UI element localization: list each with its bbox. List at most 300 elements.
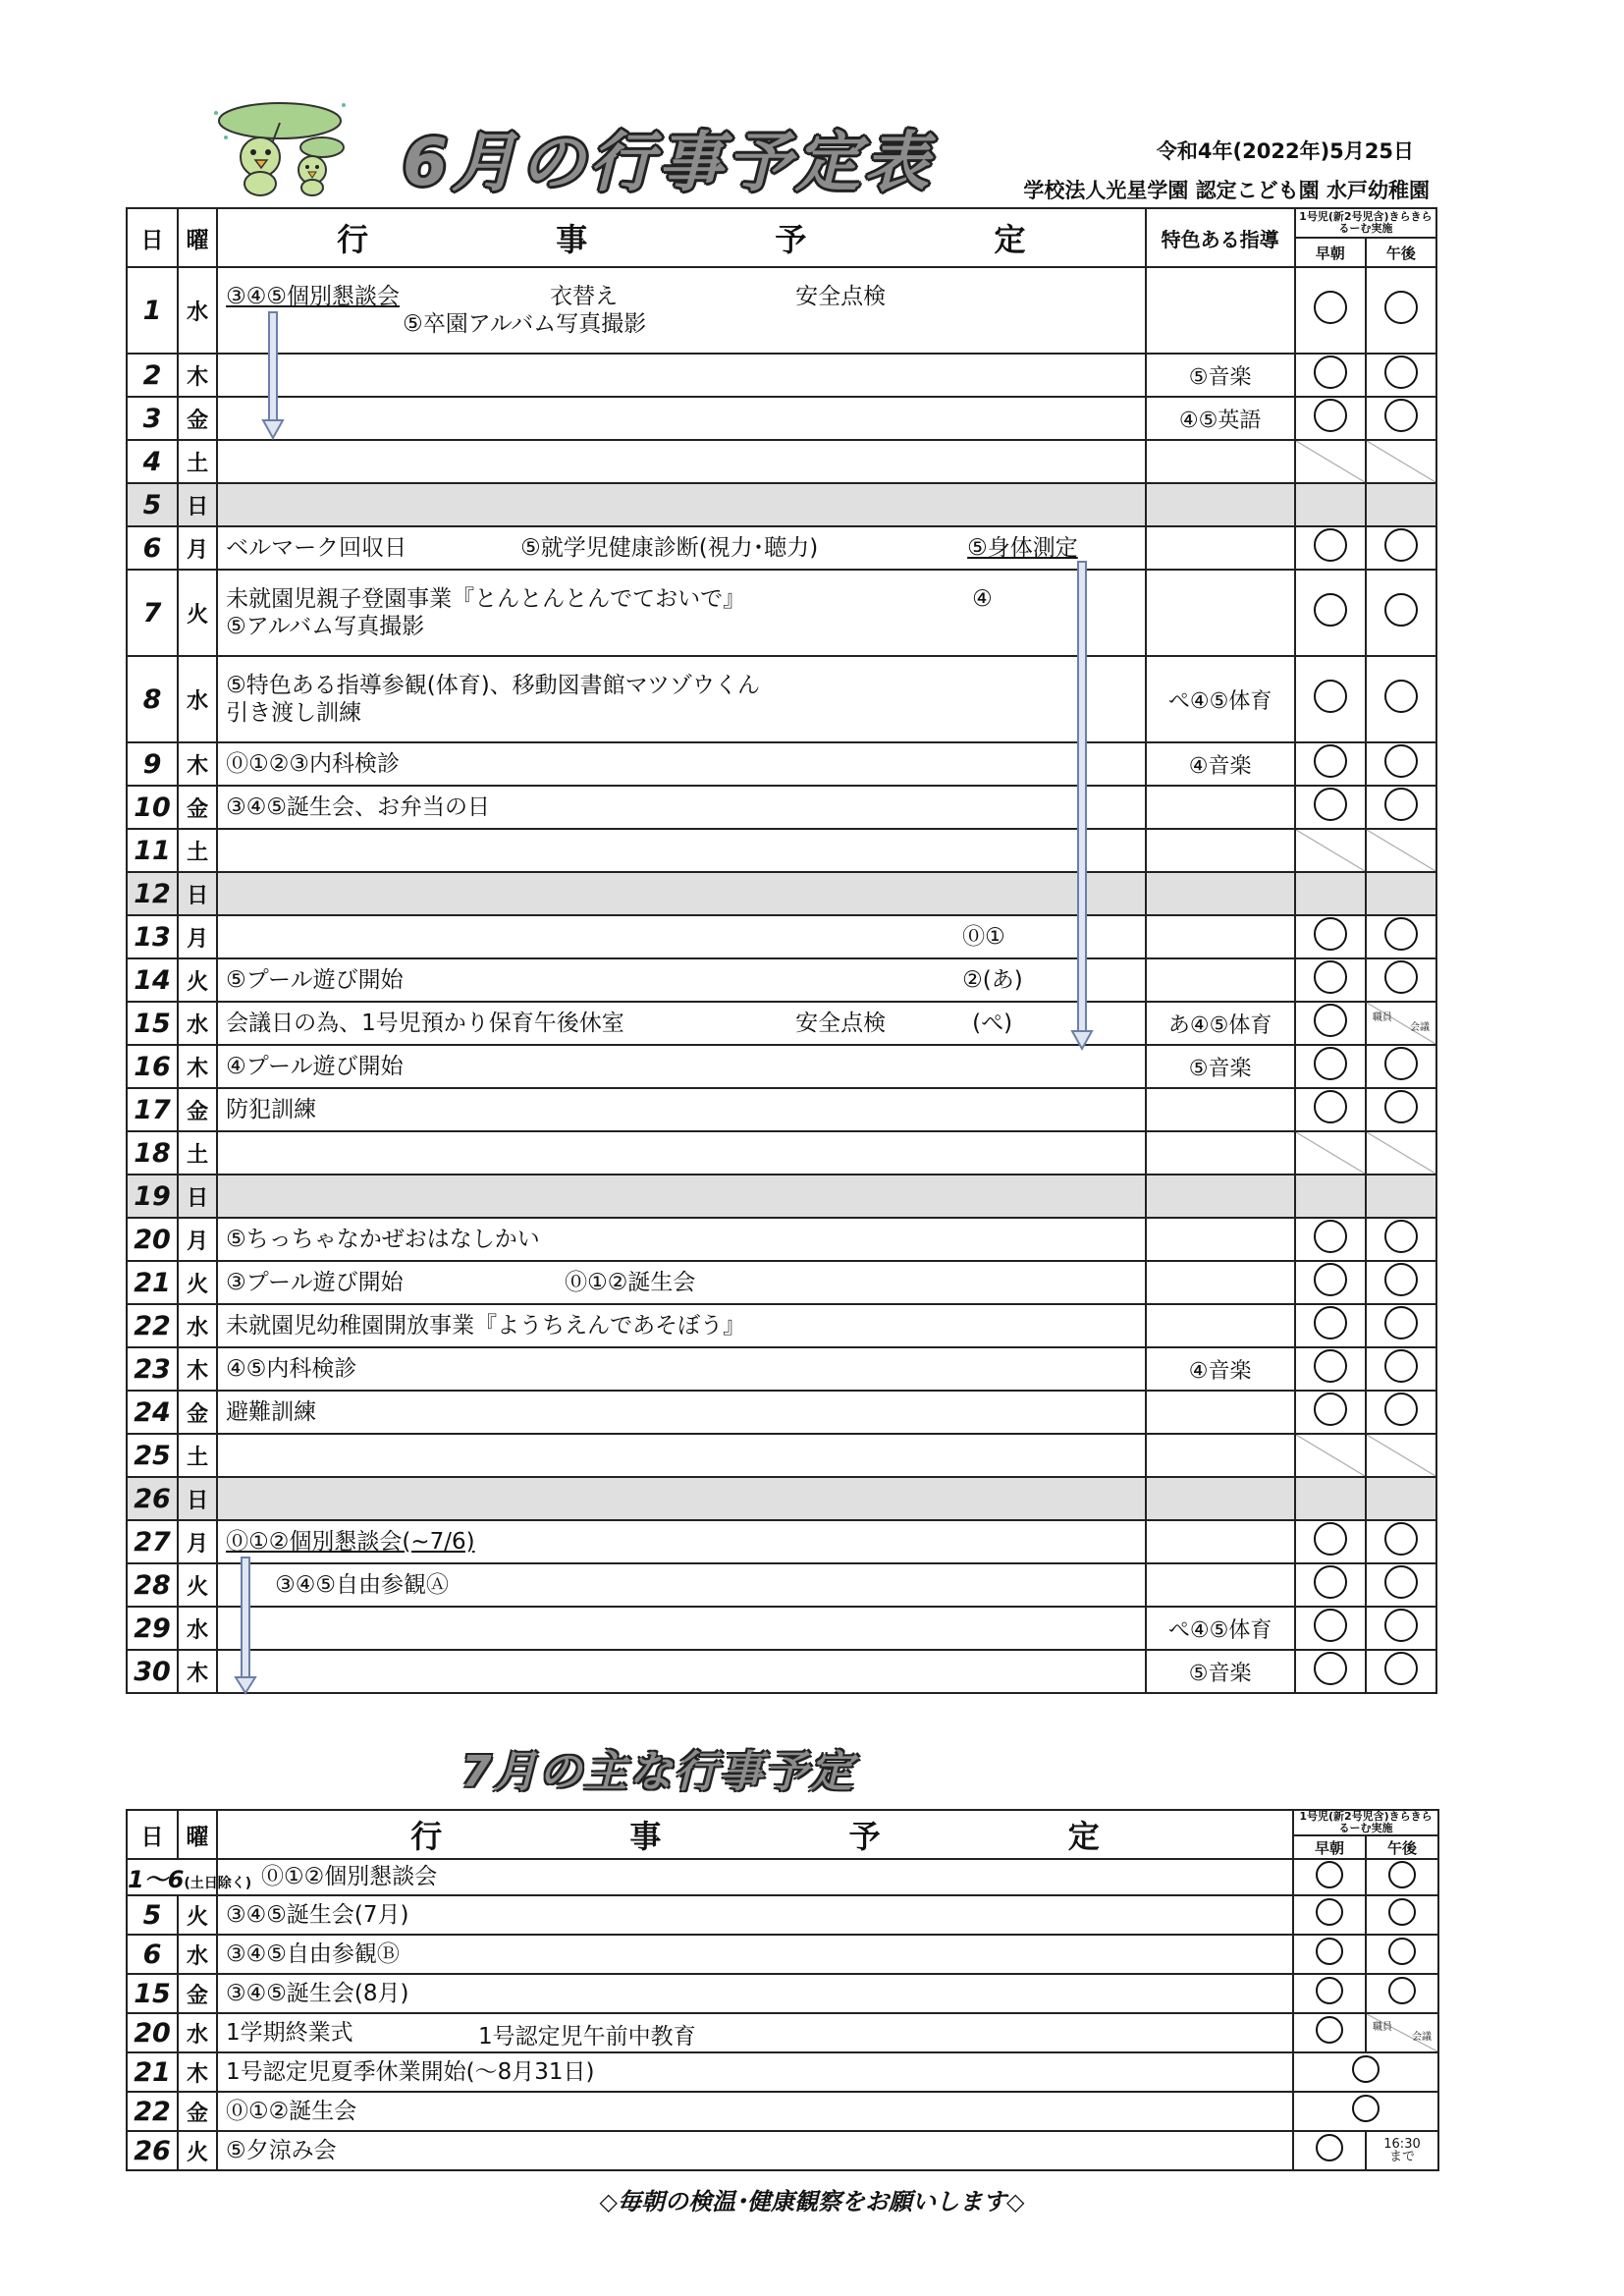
- morning-cell: [1293, 2013, 1366, 2052]
- afternoon-cell: [1366, 1563, 1436, 1607]
- events-cell: [217, 267, 1145, 354]
- special-cell: [1146, 440, 1295, 483]
- table-row: [127, 915, 1436, 958]
- day-cell: 14: [127, 958, 178, 1002]
- attendance-circle-icon: [1316, 2134, 1343, 2161]
- event-text: ⑤身体測定: [967, 535, 1078, 561]
- events-cell: [217, 1131, 1145, 1175]
- event-text: ⓪①②個別懇談会: [261, 1864, 438, 1890]
- day-cell: 6: [127, 1935, 178, 1974]
- event-line: [226, 750, 1144, 778]
- events-cell: [217, 1895, 1293, 1935]
- day-range-note: (土日除く): [184, 1876, 252, 1892]
- attendance-circle-icon: [1314, 1652, 1347, 1685]
- event-text: ⓪①②個別懇談会(~7/6): [226, 1529, 475, 1555]
- event-line: [226, 699, 1144, 727]
- event-line: [226, 1355, 1144, 1383]
- event-text: ③④⑤個別懇談会: [226, 284, 400, 309]
- attendance-circle-icon: [1352, 2095, 1380, 2122]
- attendance-circle-icon: [1314, 1263, 1347, 1296]
- table-row: [127, 1895, 1438, 1935]
- special-cell: [1146, 1175, 1295, 1218]
- attendance-circle-icon: [1314, 1522, 1347, 1556]
- staff-note-line: 職員: [1373, 2022, 1392, 2034]
- attendance-circle-icon: [1384, 1609, 1418, 1642]
- morning-cell: [1295, 1650, 1366, 1693]
- special-cell: ぺ④⑤体育: [1146, 1607, 1295, 1650]
- table-row: [127, 397, 1436, 440]
- afternoon-cell: [1366, 1434, 1436, 1477]
- special-cell: [1146, 526, 1295, 570]
- morning-cell: [1295, 1520, 1366, 1563]
- day-cell: 24: [127, 1391, 178, 1434]
- event-text: ⑤プール遊び開始: [226, 967, 404, 993]
- special-cell: [1146, 570, 1295, 656]
- weekday-cell: 木: [178, 2052, 217, 2092]
- table-row: [127, 1304, 1436, 1347]
- event-line: [403, 310, 1144, 338]
- weekday-cell: 金: [178, 1391, 217, 1434]
- morning-cell: [1293, 1895, 1366, 1935]
- events-cell: [217, 1002, 1145, 1045]
- staff-meeting-note: [1367, 2023, 1437, 2043]
- afternoon-cell: [1366, 1895, 1438, 1935]
- special-cell: あ④⑤体育: [1146, 1002, 1295, 1045]
- events-cell: [217, 570, 1145, 656]
- morning-cell: [1295, 1088, 1366, 1131]
- events-cell: [217, 742, 1145, 786]
- table-row: [127, 1434, 1436, 1477]
- table-row: [127, 1477, 1436, 1520]
- special-cell: [1146, 1391, 1295, 1434]
- attendance-circle-icon: [1384, 1263, 1418, 1296]
- attendance-circle-icon: [1384, 355, 1418, 389]
- weekday-cell: 月: [178, 1520, 217, 1563]
- day-cell: 13: [127, 915, 178, 958]
- morning-cell: [1295, 829, 1366, 872]
- event-text: ⓪①②誕生会: [226, 2098, 357, 2124]
- june-schedule-table: [126, 207, 1437, 1694]
- table-row: [127, 1347, 1436, 1391]
- attendance-circle-icon: [1384, 917, 1418, 951]
- event-text: ⑤ちっちゃなかぜおはなしかい: [226, 1227, 540, 1252]
- attendance-circle-icon: [1314, 1047, 1347, 1080]
- day-cell: 23: [127, 1347, 178, 1391]
- event-text: ④プール遊び開始: [226, 1054, 404, 1079]
- attendance-circle-icon: [1384, 744, 1418, 778]
- july-header-care: 1号児(新2号児含)きらきらるーむ実施: [1293, 1810, 1438, 1835]
- day-cell: 18: [127, 1131, 178, 1175]
- header-dow: 曜: [178, 208, 217, 267]
- weekday-cell: 日: [178, 1477, 217, 1520]
- attendance-circle-icon: [1384, 1522, 1418, 1556]
- morning-cell: [1295, 1563, 1366, 1607]
- july-header-morning: 早朝: [1293, 1835, 1366, 1859]
- day-cell: 6: [127, 526, 178, 570]
- attendance-circle-icon: [1388, 1898, 1416, 1926]
- attendance-circle-icon: [1314, 1609, 1347, 1642]
- day-cell: 11: [127, 829, 178, 872]
- day-cell: 26: [127, 1477, 178, 1520]
- special-cell: [1146, 829, 1295, 872]
- morning-cell: [1295, 1477, 1366, 1520]
- attendance-circle-icon: [1314, 1393, 1347, 1426]
- attendance-circle-icon: [1314, 291, 1347, 324]
- attendance-circle-icon: [1314, 399, 1347, 432]
- attendance-circle-icon: [1314, 593, 1347, 627]
- afternoon-cell: [1366, 1002, 1436, 1045]
- afternoon-cell: [1366, 1218, 1436, 1261]
- day-range: 1～6: [128, 1866, 185, 1894]
- afternoon-cell: [1366, 1477, 1436, 1520]
- special-cell: [1146, 483, 1295, 526]
- special-cell: ④音楽: [1146, 1347, 1295, 1391]
- special-cell: [1146, 1088, 1295, 1131]
- table-row: [127, 656, 1436, 742]
- table-row: [127, 1650, 1436, 1693]
- event-line: [226, 923, 1144, 951]
- attendance-circle-icon: [1352, 2055, 1380, 2083]
- attendance-circle-icon: [1388, 1977, 1416, 2004]
- events-cell: [217, 1045, 1145, 1088]
- day-cell: 20: [127, 1218, 178, 1261]
- morning-cell: [1295, 397, 1366, 440]
- event-text: 1号認定児夏季休業開始(～8月31日): [226, 2058, 595, 2085]
- special-cell: ⑤音楽: [1146, 354, 1295, 397]
- special-cell: [1146, 1304, 1295, 1347]
- table-row: [127, 742, 1436, 786]
- table-row: [127, 1520, 1436, 1563]
- morning-cell: [1295, 872, 1366, 915]
- table-row: [127, 1974, 1438, 2013]
- events-cell: [217, 1304, 1145, 1347]
- event-text: ⓪①②誕生会: [565, 1270, 696, 1295]
- weekday-cell: 水: [178, 267, 217, 354]
- weekday-cell: 火: [178, 570, 217, 656]
- event-line: [226, 966, 1144, 994]
- events-cell: [217, 354, 1145, 397]
- special-cell: ⑤音楽: [1146, 1045, 1295, 1088]
- events-cell: [217, 1218, 1145, 1261]
- events-cell: [217, 2052, 1293, 2092]
- events-cell: [217, 656, 1145, 742]
- day-cell: 1: [127, 267, 178, 354]
- weekday-cell: 木: [178, 1045, 217, 1088]
- header-morning: 早朝: [1295, 238, 1366, 267]
- attendance-circle-icon: [1384, 291, 1418, 324]
- weekday-cell: 土: [178, 440, 217, 483]
- table-row: [127, 1175, 1436, 1218]
- morning-cell: [1295, 915, 1366, 958]
- weekday-cell: 水: [178, 1935, 217, 1974]
- day-cell: 21: [127, 2052, 178, 2092]
- care-merged-cell: [1293, 2092, 1438, 2131]
- table-row: [127, 1563, 1436, 1607]
- afternoon-cell: [1366, 1175, 1436, 1218]
- attendance-circle-icon: [1314, 680, 1347, 713]
- special-cell: ④音楽: [1146, 742, 1295, 786]
- event-text: ⑤卒園アルバム写真撮影: [403, 311, 647, 337]
- event-text: ⑤就学児健康診断(視力･聴力): [520, 535, 819, 561]
- events-cell: [217, 1859, 1293, 1895]
- staff-note-line: 職員: [1372, 1012, 1392, 1023]
- weekday-cell: 水: [178, 656, 217, 742]
- special-cell: [1146, 1131, 1295, 1175]
- table-row: [127, 1131, 1436, 1175]
- attendance-circle-icon: [1314, 355, 1347, 389]
- event-text: ④: [972, 586, 993, 612]
- table-row: [127, 1002, 1436, 1045]
- events-cell: [217, 397, 1145, 440]
- attendance-circle-icon: [1314, 960, 1347, 994]
- table-row: [127, 354, 1436, 397]
- july-header-dow: 曜: [178, 1810, 217, 1859]
- event-line: [226, 1010, 1144, 1037]
- morning-cell: [1293, 1859, 1366, 1895]
- event-text: ⑤特色ある指導参観(体育)、移動図書館マツゾウくん: [226, 673, 760, 698]
- morning-cell: [1295, 440, 1366, 483]
- afternoon-cell: [1366, 1131, 1436, 1175]
- footer-note: ◇毎朝の検温･健康観察をお願いします◇: [599, 2188, 1025, 2215]
- day-cell: 17: [127, 1088, 178, 1131]
- attendance-circle-icon: [1384, 593, 1418, 627]
- header-special: 特色ある指導: [1146, 208, 1295, 267]
- events-cell: [217, 1391, 1145, 1434]
- attendance-circle-icon: [1384, 1047, 1418, 1080]
- issue-date: 令和4年(2022年)5月25日: [1156, 139, 1414, 163]
- weekday-cell: 金: [178, 1088, 217, 1131]
- morning-cell: [1295, 1391, 1366, 1434]
- afternoon-cell: [1366, 786, 1436, 829]
- header-day: 日: [127, 208, 178, 267]
- morning-cell: [1293, 1935, 1366, 1974]
- table-row: [127, 526, 1436, 570]
- mascot-illustration: [206, 93, 353, 196]
- july-title: 7月の主な行事予定: [461, 1747, 855, 1797]
- weekday-cell: 月: [178, 1218, 217, 1261]
- afternoon-cell: [1366, 872, 1436, 915]
- event-text: 1号認定児午前中教育: [478, 2024, 696, 2050]
- attendance-circle-icon: [1314, 1220, 1347, 1253]
- attendance-circle-icon: [1316, 1898, 1343, 1926]
- weekday-cell: 金: [178, 786, 217, 829]
- morning-cell: [1295, 786, 1366, 829]
- attendance-circle-icon: [1384, 960, 1418, 994]
- morning-cell: [1295, 1434, 1366, 1477]
- special-cell: [1146, 267, 1295, 354]
- events-cell: [217, 483, 1145, 526]
- event-text: ③④⑤自由参観Ⓐ: [275, 1572, 449, 1598]
- events-cell: [217, 1563, 1145, 1607]
- afternoon-cell: [1366, 1045, 1436, 1088]
- events-cell: [217, 786, 1145, 829]
- morning-cell: [1293, 1974, 1366, 2013]
- event-text: 衣替え: [550, 284, 619, 309]
- special-cell: [1146, 786, 1295, 829]
- day-cell: 25: [127, 1434, 178, 1477]
- day-cell: 2: [127, 354, 178, 397]
- afternoon-cell: [1366, 1974, 1438, 2013]
- header-afternoon: 午後: [1366, 238, 1436, 267]
- event-text: ③④⑤誕生会(8月): [226, 1980, 409, 2006]
- events-cell: [217, 872, 1145, 915]
- weekday-cell: 水: [178, 1607, 217, 1650]
- special-cell: [1146, 1261, 1295, 1304]
- event-text: 1学期終業式: [226, 2019, 353, 2046]
- afternoon-cell: [1366, 742, 1436, 786]
- attendance-circle-icon: [1384, 399, 1418, 432]
- attendance-circle-icon: [1384, 1220, 1418, 1253]
- event-text: ③④⑤誕生会(7月): [226, 1901, 409, 1928]
- table-row: [127, 1859, 1438, 1895]
- weekday-cell: 金: [178, 397, 217, 440]
- afternoon-cell: [1366, 2131, 1438, 2170]
- weekday-cell: 月: [178, 526, 217, 570]
- events-cell: [217, 1650, 1145, 1693]
- day-cell: 16: [127, 1045, 178, 1088]
- events-cell: [217, 2092, 1293, 2131]
- care-merged-cell: [1293, 2052, 1438, 2092]
- event-line: [226, 1571, 1144, 1599]
- day-cell: 15: [127, 1002, 178, 1045]
- events-cell: [217, 1434, 1145, 1477]
- attendance-circle-icon: [1314, 1004, 1347, 1037]
- afternoon-cell: [1366, 1088, 1436, 1131]
- event-text: 防犯訓練: [226, 1097, 317, 1122]
- event-line: [226, 1096, 1144, 1123]
- event-text: 会議日の為、1号児預かり保育午後休室: [226, 1011, 624, 1036]
- table-row: [127, 483, 1436, 526]
- attendance-circle-icon: [1388, 1938, 1416, 1965]
- morning-cell: [1295, 958, 1366, 1002]
- table-row: [127, 2092, 1438, 2131]
- day-cell: 10: [127, 786, 178, 829]
- attendance-circle-icon: [1314, 1349, 1347, 1383]
- day-cell: 8: [127, 656, 178, 742]
- weekday-cell: 木: [178, 1650, 217, 1693]
- attendance-circle-icon: [1316, 1977, 1343, 2004]
- day-cell: 7: [127, 570, 178, 656]
- afternoon-cell: [1366, 1261, 1436, 1304]
- afternoon-cell: [1366, 2013, 1438, 2052]
- special-cell: [1146, 872, 1295, 915]
- table-row: [127, 2052, 1438, 2092]
- weekday-cell: 金: [178, 2092, 217, 2131]
- day-cell: 5: [127, 483, 178, 526]
- attendance-circle-icon: [1316, 1938, 1343, 1965]
- attendance-circle-icon: [1314, 1306, 1347, 1339]
- event-text: ⓪①②③内科検診: [226, 751, 400, 777]
- event-text: 避難訓練: [226, 1399, 317, 1425]
- event-line: [226, 1528, 1144, 1556]
- table-row: [127, 958, 1436, 1002]
- weekday-cell: 木: [178, 354, 217, 397]
- events-cell: [217, 958, 1145, 1002]
- event-line: [226, 534, 1144, 562]
- table-row: [127, 872, 1436, 915]
- table-row: [127, 1261, 1436, 1304]
- day-cell: 20: [127, 2013, 178, 2052]
- until-note: [1367, 2138, 1437, 2164]
- special-cell: [1146, 1218, 1295, 1261]
- events-cell: [217, 1935, 1293, 1974]
- morning-cell: [1295, 526, 1366, 570]
- events-cell: [217, 2131, 1293, 2170]
- event-text: ⓪①: [962, 924, 1005, 950]
- event-text: ②(あ): [962, 967, 1023, 993]
- table-row: [127, 1607, 1436, 1650]
- weekday-cell: 金: [178, 1974, 217, 2013]
- afternoon-cell: [1366, 1935, 1438, 1974]
- afternoon-cell: [1366, 483, 1436, 526]
- attendance-circle-icon: [1384, 1565, 1418, 1599]
- weekday-cell: 日: [178, 872, 217, 915]
- weekday-cell: 火: [178, 1895, 217, 1935]
- afternoon-cell: [1366, 1520, 1436, 1563]
- morning-cell: [1295, 1218, 1366, 1261]
- morning-cell: [1295, 570, 1366, 656]
- special-cell: ④⑤英語: [1146, 397, 1295, 440]
- event-text: 安全点検: [795, 1011, 887, 1036]
- event-line: [226, 1053, 1144, 1080]
- morning-cell: [1295, 1045, 1366, 1088]
- table-row: [127, 1218, 1436, 1261]
- july-header-afternoon: 午後: [1366, 1835, 1438, 1859]
- attendance-circle-icon: [1314, 528, 1347, 562]
- day-cell: 9: [127, 742, 178, 786]
- afternoon-cell: [1366, 440, 1436, 483]
- table-row: [127, 1045, 1436, 1088]
- day-cell: 30: [127, 1650, 178, 1693]
- event-line: [226, 585, 1144, 613]
- day-cell: 19: [127, 1175, 178, 1218]
- july-header-day: 日: [127, 1810, 178, 1859]
- event-text: 未就園児親子登園事業『とんとんとんでておいで』: [226, 586, 746, 612]
- weekday-cell: 日: [178, 483, 217, 526]
- event-line: [226, 613, 1144, 640]
- afternoon-cell: [1366, 267, 1436, 354]
- special-cell: ぺ④⑤体育: [1146, 656, 1295, 742]
- morning-cell: [1295, 656, 1366, 742]
- day-cell: 28: [127, 1563, 178, 1607]
- events-cell: [217, 1175, 1145, 1218]
- morning-cell: [1295, 483, 1366, 526]
- afternoon-cell: [1366, 1347, 1436, 1391]
- day-cell: 21: [127, 1261, 178, 1304]
- attendance-circle-icon: [1314, 788, 1347, 821]
- morning-cell: [1295, 1607, 1366, 1650]
- morning-cell: [1295, 1304, 1366, 1347]
- afternoon-cell: [1366, 656, 1436, 742]
- header-care: 1号児(新2号児含)きらきらるーむ実施: [1295, 208, 1436, 238]
- attendance-circle-icon: [1314, 1090, 1347, 1123]
- morning-cell: [1295, 267, 1366, 354]
- event-text: ③④⑤自由参観Ⓑ: [226, 1941, 400, 1967]
- weekday-cell: 木: [178, 742, 217, 786]
- events-cell: [217, 2013, 1293, 2052]
- table-row: [127, 570, 1436, 656]
- attendance-circle-icon: [1388, 1861, 1416, 1888]
- morning-cell: [1295, 1347, 1366, 1391]
- table-row: [127, 267, 1436, 354]
- day-cell: 27: [127, 1520, 178, 1563]
- event-line: [226, 793, 1144, 821]
- table-row: [127, 2131, 1438, 2170]
- attendance-circle-icon: [1384, 1349, 1418, 1383]
- attendance-circle-icon: [1384, 528, 1418, 562]
- staff-note-line: 会議: [1412, 2032, 1432, 2044]
- afternoon-cell: [1366, 829, 1436, 872]
